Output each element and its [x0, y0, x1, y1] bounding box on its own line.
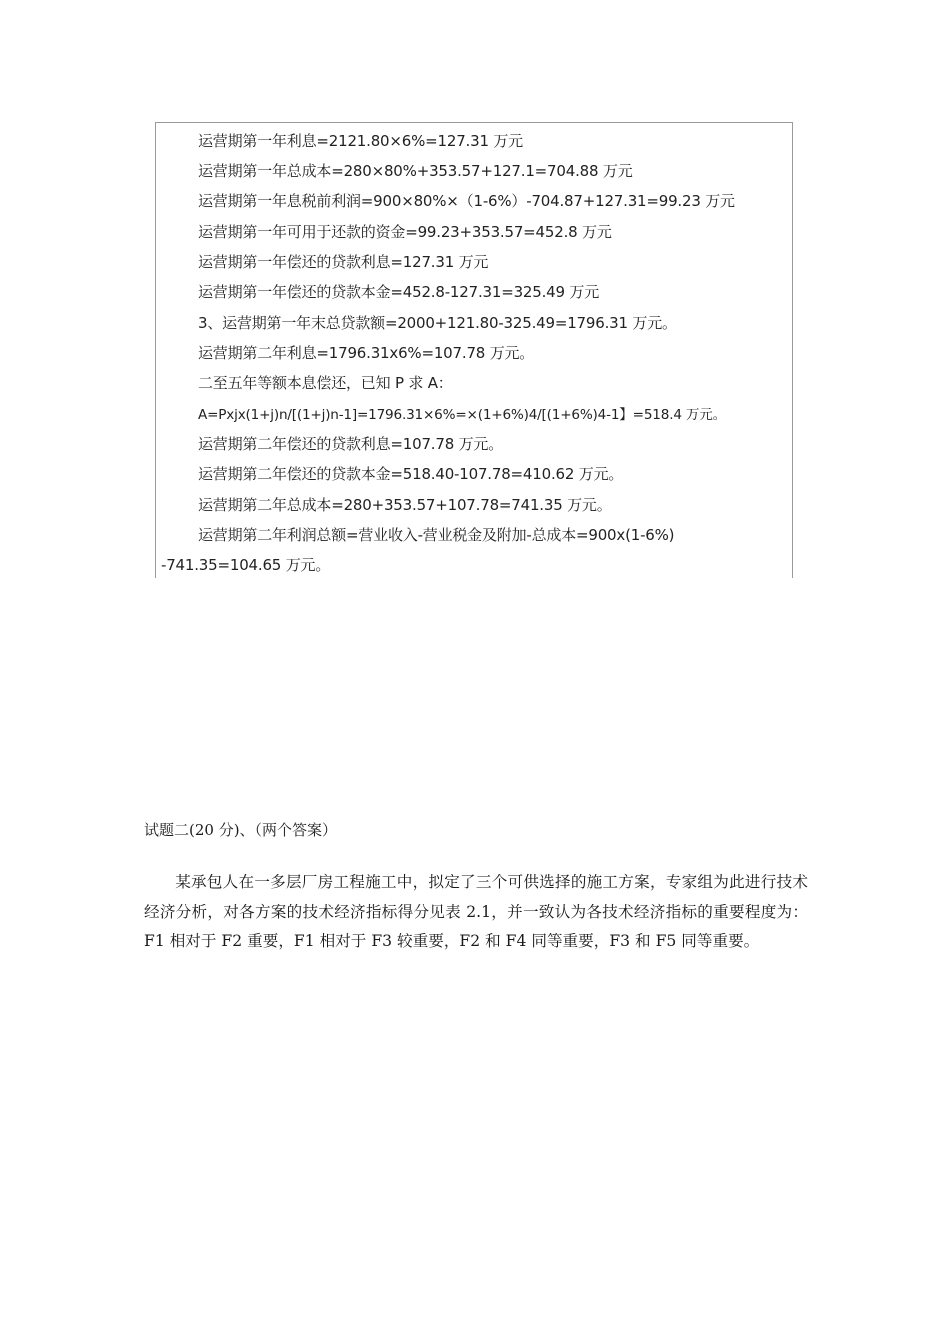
calc-line-year2-total-profit: 运营期第二年利润总额=营业收入-营业税金及附加-总成本=900x(1-6%): [198, 526, 675, 544]
calc-line-year1-repayment-funds: 运营期第一年可用于还款的资金=99.23+353.57=452.8 万元: [198, 223, 612, 241]
question-title: 试题二(20 分)、（两个答案）: [144, 821, 338, 839]
calc-line-annuity-formula: A=Pxjx(1+j)n/[(1+j)n-1]=1796.31×6%=×(1+6%)4/[(1+6%)4-1】=518.4 万元。: [198, 407, 727, 423]
calc-line-year2-interest-repaid: 运营期第二年偿还的贷款利息=107.78 万元。: [198, 435, 504, 453]
calc-line-year1-end-loan: 3、运营期第一年末总贷款额=2000+121.80-325.49=1796.31 万元。: [198, 314, 677, 332]
calc-line-year2-principal-repaid: 运营期第二年偿还的贷款本金=518.40-107.78=410.62 万元。: [198, 465, 624, 483]
calc-line-year2-total-cost: 运营期第二年总成本=280+353.57+107.78=741.35 万元。: [198, 496, 612, 514]
calc-line-year1-ebit: 运营期第一年息税前利润=900×80%×（1-6%）-704.87+127.31=99.23 万元: [198, 192, 735, 210]
calc-line-year2-interest: 运营期第二年利息=1796.31x6%=107.78 万元。: [198, 344, 535, 362]
question-body: 某承包人在一多层厂房工程施工中，拟定了三个可供选择的施工方案，专家组为此进行技术经济分析，对各方案的技术经济指标得分见表 2.1，并一致认为各技术经济指标的重要程度为：F1 相对于 F2 重要，F1 相对于 F3 较重要，F2 和 F4 同等重要，F3 和 F5 同等重要。: [144, 873, 808, 950]
calc-line-year1-interest: 运营期第一年利息=2121.80×6%=127.31 万元: [198, 132, 523, 150]
calc-line-year1-total-cost: 运营期第一年总成本=280×80%+353.57+127.1=704.88 万元: [198, 162, 633, 180]
embedded-calculation-screenshot: [155, 122, 793, 578]
calc-line-year2-total-profit-cont: -741.35=104.65 万元。: [161, 556, 331, 574]
calc-line-year1-interest-repaid: 运营期第一年偿还的贷款利息=127.31 万元: [198, 253, 489, 271]
calc-line-equal-installment: 二至五年等额本息偿还，已知 P 求 A：: [198, 374, 453, 392]
calc-line-year1-principal-repaid: 运营期第一年偿还的贷款本金=452.8-127.31=325.49 万元: [198, 283, 600, 301]
